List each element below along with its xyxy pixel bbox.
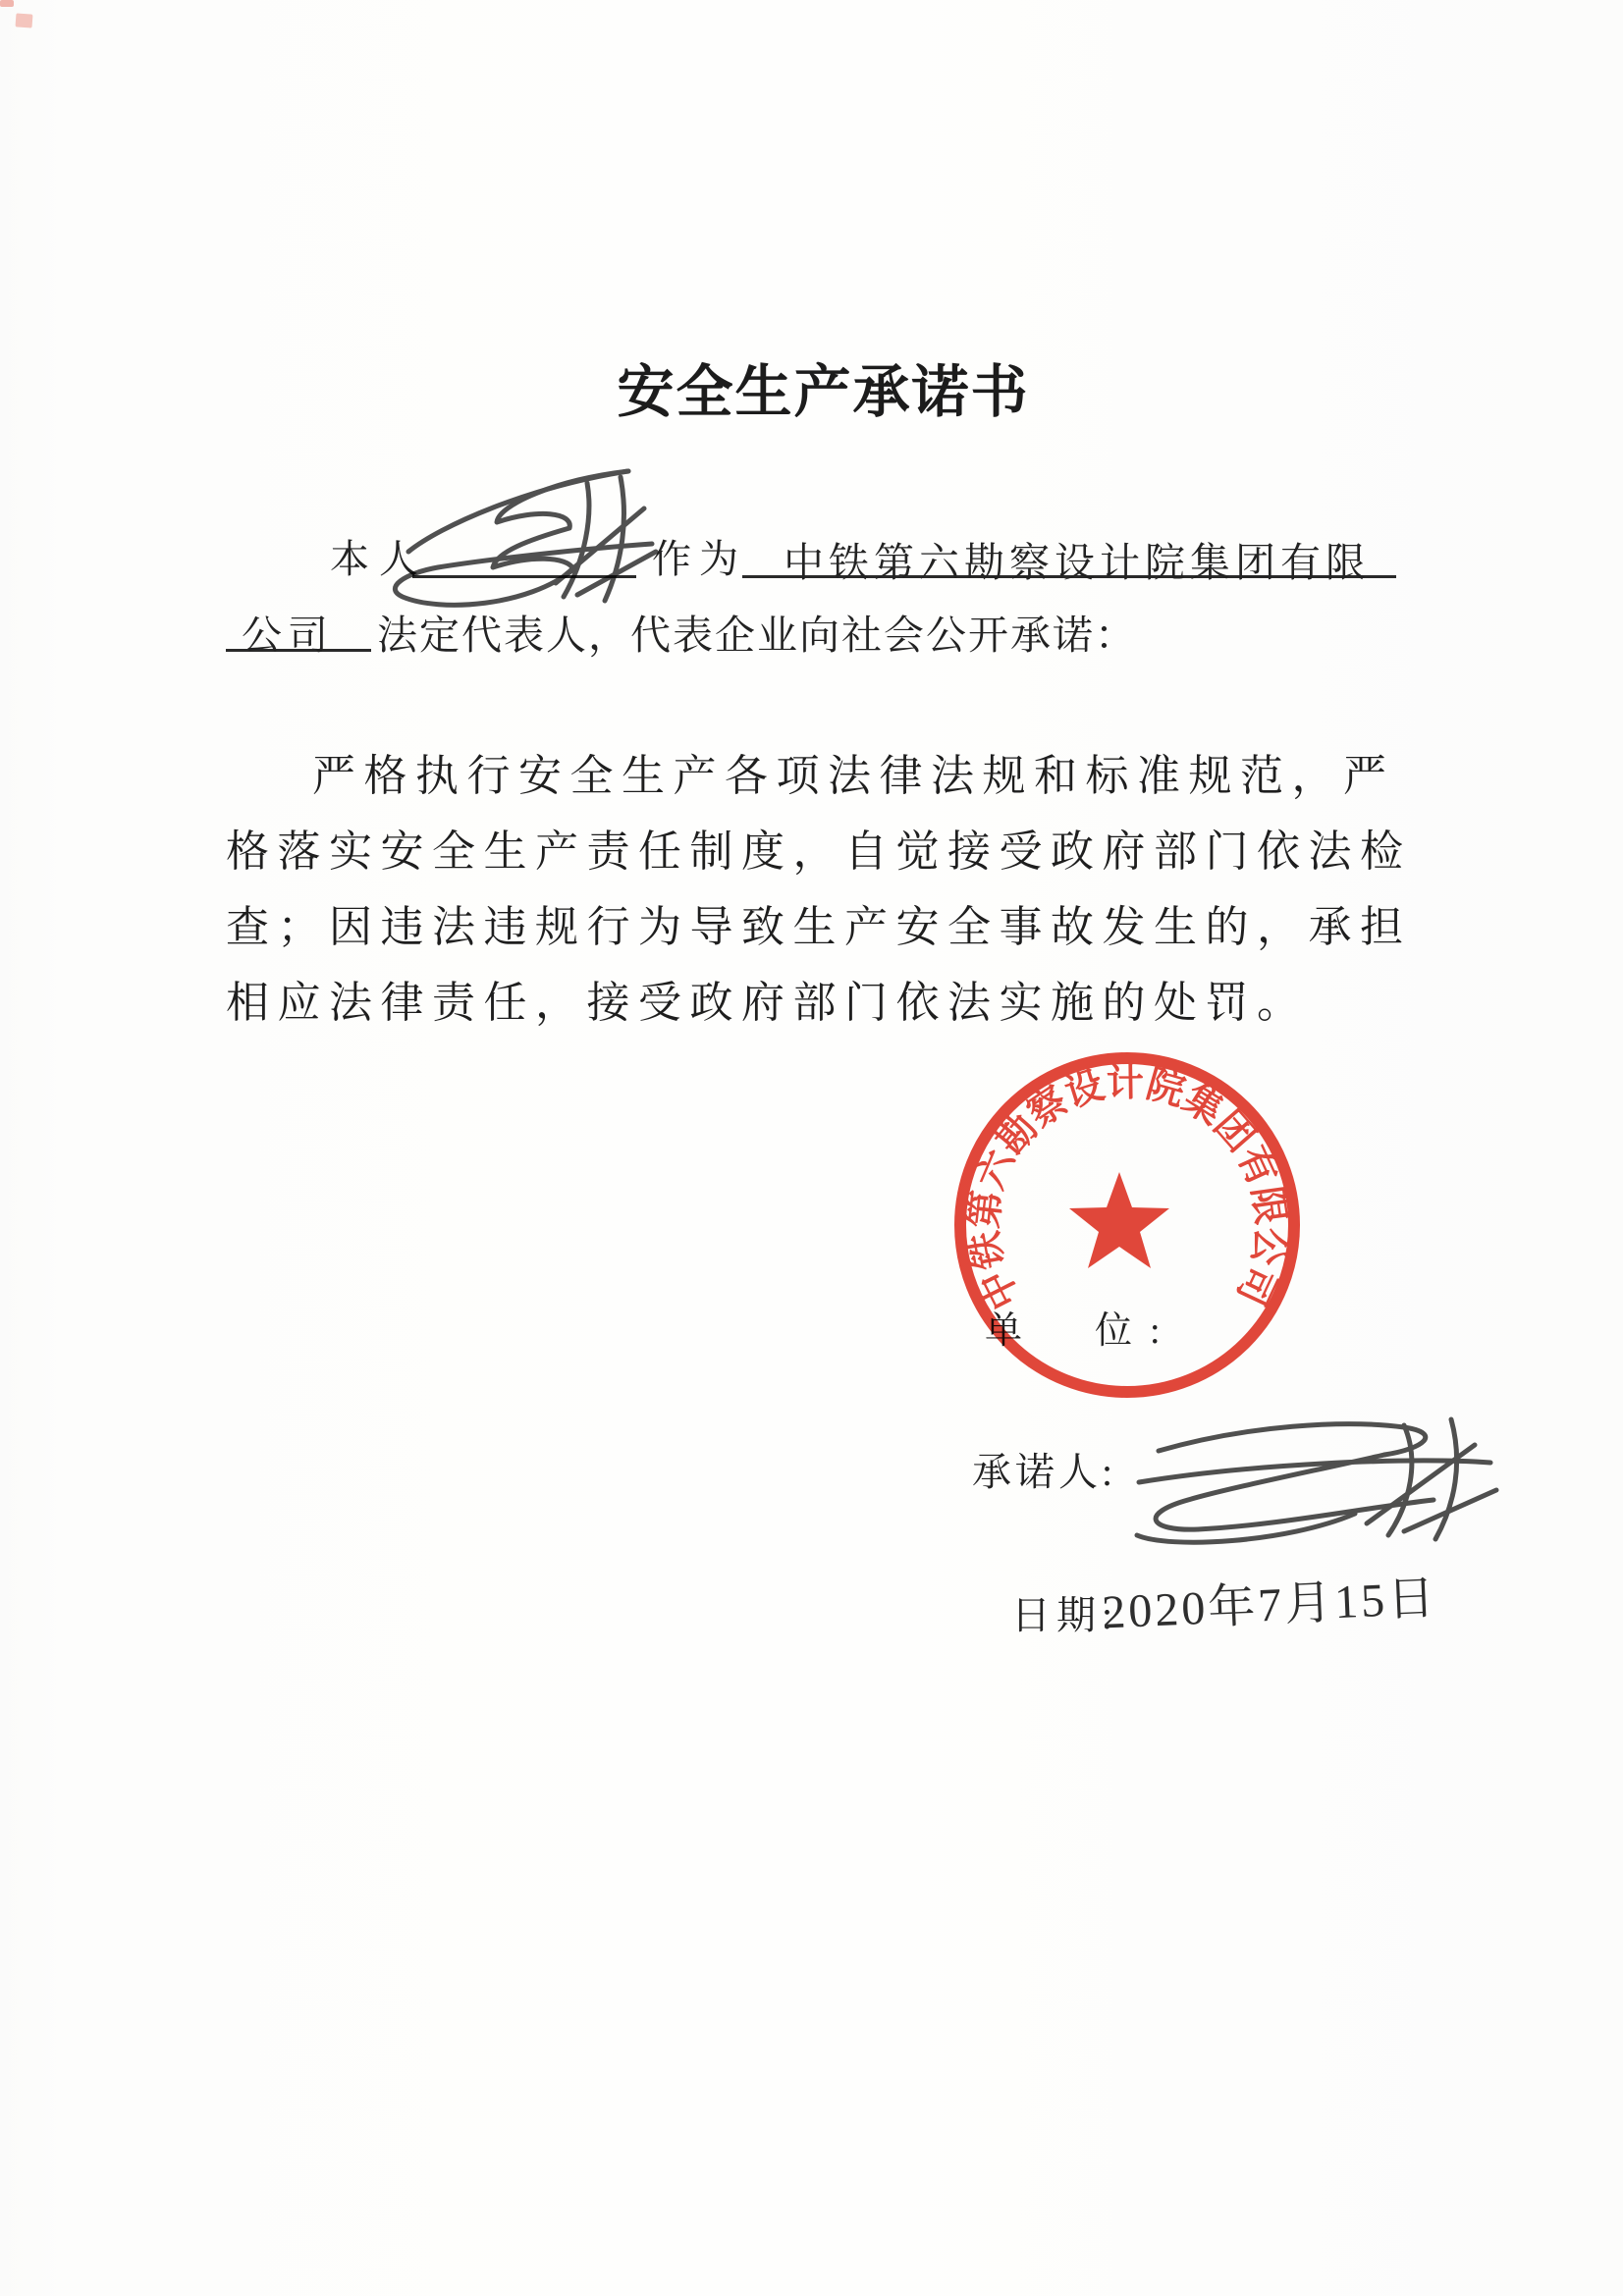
page-title: 安全生产承诺书	[617, 360, 1030, 424]
company-name-part2: 公司	[242, 613, 334, 658]
date-handwritten-value: 2020年7月15日	[1101, 1572, 1439, 1639]
paragraph-line: 相应法律责任，接受政府部门依法实施的处罚。	[226, 979, 1309, 1027]
date-label: 日期:	[1011, 1593, 1119, 1637]
intro-rest: 法定代表人，代表企业向社会公开承诺：	[377, 613, 1137, 658]
seal-star-icon	[1069, 1172, 1169, 1268]
company-name-part1: 中铁第六勘察设计院集团有限	[784, 540, 1371, 585]
scan-artifact-mark	[16, 13, 33, 27]
paragraph-line: 严格执行安全生产各项法律法规和标准规范，严	[312, 752, 1395, 800]
company-seal-stamp	[945, 1042, 1310, 1408]
unit-label: 单 位:	[985, 1310, 1178, 1352]
commitment-paragraph	[226, 738, 1419, 1041]
seal-company-text: 中铁第六勘察设计院集团有限公司	[960, 1059, 1294, 1316]
paragraph-line: 格落实安全生产责任制度，自觉接受政府部门依法检	[226, 828, 1412, 876]
promisor-signature-handwriting	[1109, 1406, 1512, 1558]
intro-as-label: 作为	[652, 537, 746, 581]
promisor-label: 承诺人:	[972, 1450, 1117, 1494]
paragraph-line: 查；因违法违规行为导致生产安全事故发生的，承担	[226, 903, 1412, 951]
intro-prefix: 本人	[330, 537, 428, 581]
signer-signature-handwriting	[381, 457, 666, 624]
scan-artifact-mark	[0, 0, 14, 7]
